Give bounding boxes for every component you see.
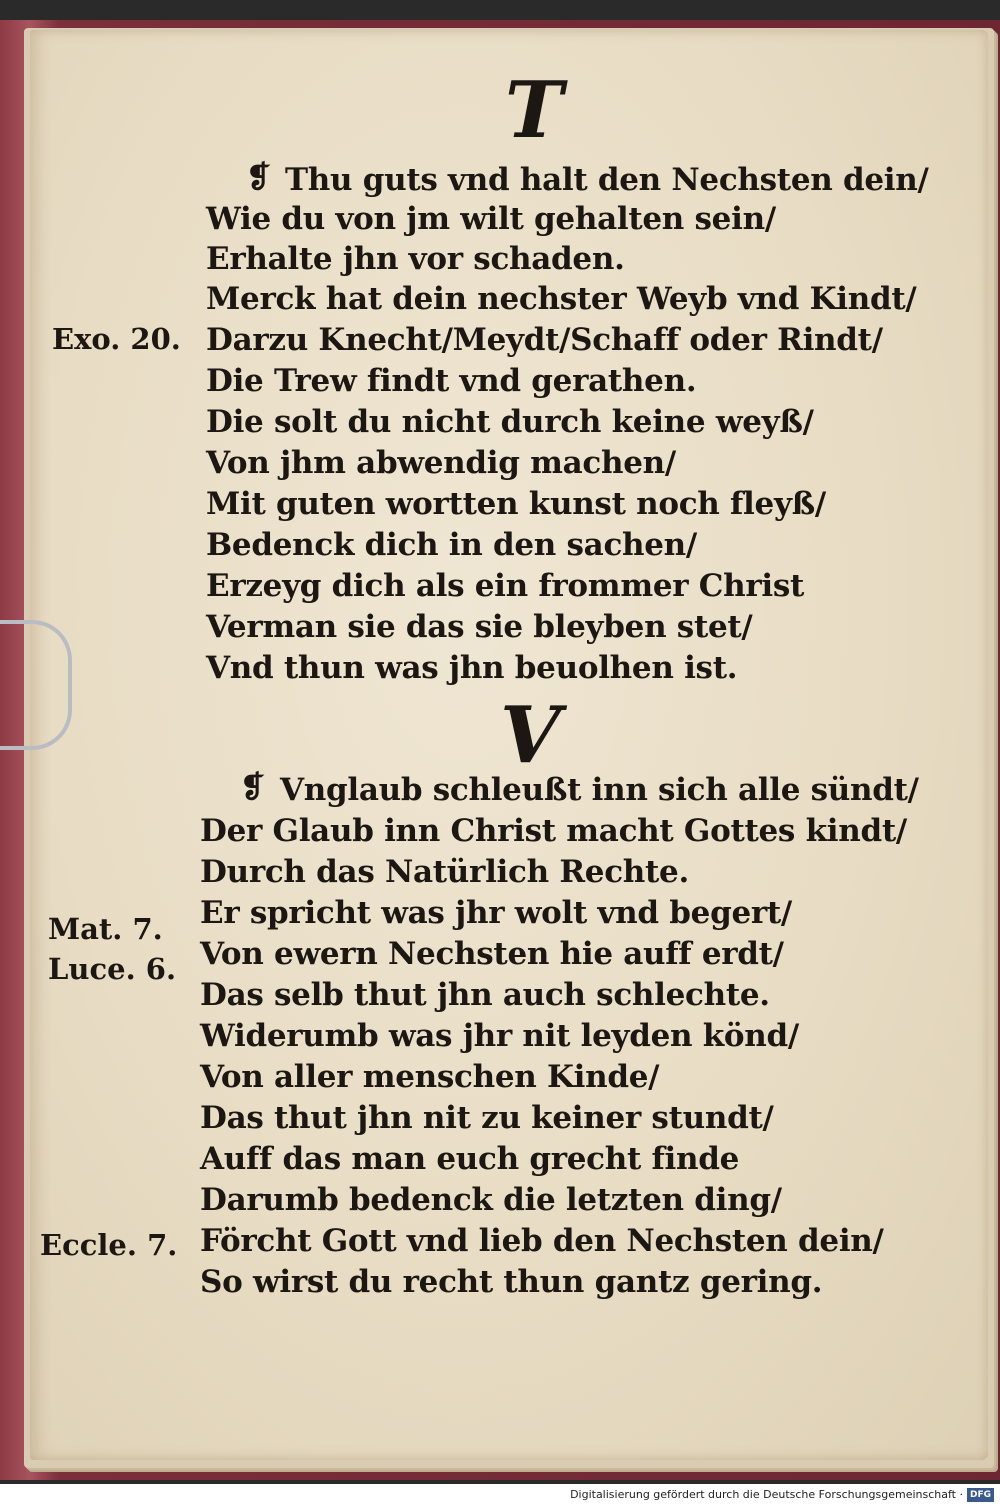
stanza1-line: Die Trew findt vnd gerathen.	[206, 363, 697, 399]
dfg-logo: DFG	[967, 1488, 994, 1502]
stanza2-line: Darumb bedenck die letzten ding/	[200, 1182, 782, 1218]
stanza1-line: Verman sie das sie bleyben stet/	[206, 609, 753, 645]
stanza1-line: Thu guts vnd halt den Nechsten dein/	[285, 162, 929, 198]
margin-reference: Luce. 6.	[48, 952, 177, 986]
stanza2-line: Das selb thut jhn auch schlechte.	[200, 977, 770, 1013]
stanza2-line: Der Glaub inn Christ macht Gottes kindt/	[200, 813, 907, 849]
stanza1-line: Erzeyg dich als ein frommer Christ	[206, 568, 805, 604]
stanza1-line: Erhalte jhn vor schaden.	[206, 241, 625, 277]
stanza2-line: Vnglaub schleußt inn sich alle sündt/	[280, 772, 919, 808]
stanza2-line: Das thut jhn nit zu keiner stundt/	[200, 1100, 774, 1136]
stanza1-line: Die solt du nicht durch keine weyß/	[206, 404, 814, 440]
margin-reference: Mat. 7.	[48, 912, 163, 946]
page-clip	[0, 620, 72, 750]
stanza1-line: Darzu Knecht/Meydt/Schaff oder Rindt/	[206, 322, 883, 358]
stanza1-line: Mit guten wortten kunst noch fleyß/	[206, 486, 826, 522]
stanza2-initial: V	[500, 690, 561, 781]
stanza1-line: Bedenck dich in den sachen/	[206, 527, 697, 563]
stanza1-paragraph-mark: ❡	[246, 160, 272, 195]
stanza2-line: Auff das man euch grecht finde	[200, 1141, 740, 1177]
stanza1-line: Wie du von jm wilt gehalten sein/	[206, 201, 776, 237]
stanza2-line: Von aller menschen Kinde/	[200, 1059, 660, 1095]
stanza2-line: Von ewern Nechsten hie auff erdt/	[200, 936, 784, 972]
stanza1-line: Von jhm abwendig machen/	[206, 445, 676, 481]
credit-text: Digitalisierung gefördert durch die Deutsche Forschungsgemeinschaft ·	[570, 1488, 963, 1501]
stanza1-initial: T	[505, 65, 564, 156]
stanza2-line: Durch das Natürlich Rechte.	[200, 854, 689, 890]
digitization-credit	[0, 1484, 1000, 1505]
stanza2-paragraph-mark: ❡	[240, 770, 266, 805]
stanza2-line: Widerumb was jhr nit leyden könd/	[200, 1018, 799, 1054]
stanza1-line: Merck hat dein nechster Weyb vnd Kindt/	[206, 281, 917, 317]
stanza1-line: Vnd thun was jhn beuolhen ist.	[206, 650, 738, 686]
stanza2-line: Förcht Gott vnd lieb den Nechsten dein/	[200, 1223, 884, 1259]
stanza2-line: So wirst du recht thun gantz gering.	[200, 1264, 823, 1300]
stanza2-line: Er spricht was jhr wolt vnd begert/	[200, 895, 792, 931]
margin-reference: Exo. 20.	[52, 322, 181, 356]
margin-reference: Eccle. 7.	[40, 1228, 178, 1262]
